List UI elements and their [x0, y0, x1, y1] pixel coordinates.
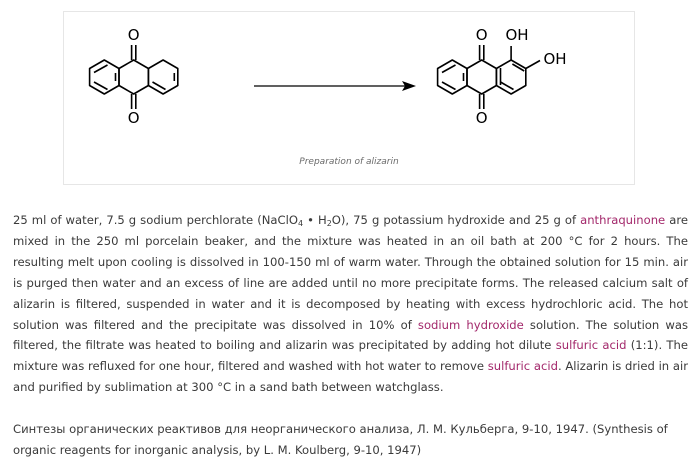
right-ring-b	[467, 60, 496, 94]
left-ring-b	[119, 60, 148, 94]
o-top-right: O	[475, 26, 488, 44]
text-run: 25 ml of water, 7.5 g sodium perchlorate (NaClO	[13, 213, 298, 227]
text-run: . Alizarin is dried in air and purified by sublimation at 300 °C in a sand bath between watchglass.	[13, 359, 688, 395]
subscript: 2	[326, 219, 332, 228]
text-run: O), 75 g potassium hydroxide and 25 g of	[331, 213, 581, 227]
o-bottom-right: O	[475, 109, 488, 127]
anthraquinone-link[interactable]: anthraquinone	[580, 213, 666, 227]
right-ring-a	[438, 60, 467, 94]
sodium-hydroxide-link[interactable]: sodium hydroxide	[417, 317, 524, 332]
subscript: 4	[297, 219, 304, 228]
hydroxyl-label-1: OH	[505, 26, 529, 44]
figure-caption: Preparation of alizarin	[299, 157, 399, 167]
sulfuric-acid-link-2[interactable]: sulfuric acid	[487, 359, 558, 374]
text-run: (1:1). The mixture was refluxed for one hour, filtered and washed with hot water to remove	[13, 338, 688, 374]
text-run: are mixed in the 250 ml porcelain beaker, and the mixture was heated in an oil bath at 200 °C for 2 hours. The resulting melt upon cooling is dissolved in 100-150 ml of warm water. Through the obtained solution for 15 min. air is purged then water and an excess of line are added until no more precipitate forms. The released calcium salt of alizarin is filtered, suspended in water and it is decomposed by heating with excess hydrochloric acid. The hot solution was filtered and the precipitate was dissolved in 10% of	[13, 213, 688, 332]
reaction-figure	[63, 11, 635, 185]
hydroxyl-label-2: OH	[543, 50, 567, 68]
o-bottom-left: O	[127, 109, 140, 127]
text-run: • H	[303, 213, 327, 227]
procedure-paragraph	[13, 210, 688, 398]
o-top-left: O	[127, 26, 140, 44]
left-ring-a	[90, 60, 119, 94]
text-run: solution. The solution was filtered, the filtrate was heated to boiling and alizarin was precipitated by adding hot dilute	[13, 317, 688, 353]
sulfuric-acid-link-1[interactable]: sulfuric acid	[555, 338, 627, 353]
source-reference: Синтезы органических реактивов для неорганического анализа, Л. М. Кульберга, 9-10, 1947. (Synthesis of organic reagents for inorganic analysis, by L. M. Koulberg, 9-10, 1947)	[13, 422, 668, 457]
